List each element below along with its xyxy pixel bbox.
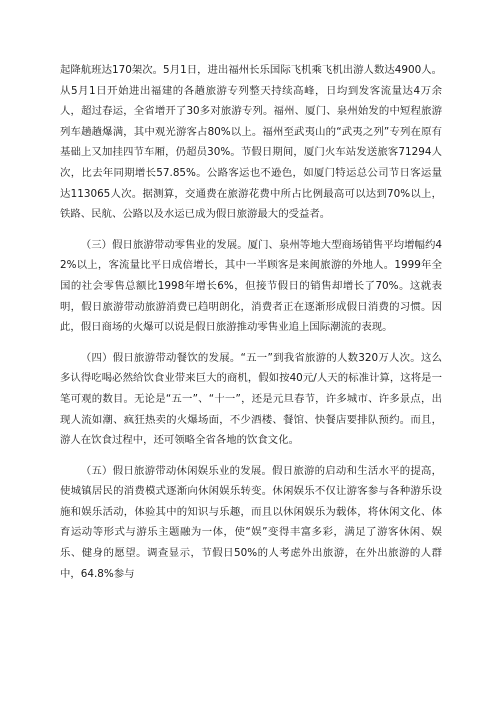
paragraph-retail: （三）假日旅游带动零售业的发展。厦门、泉州等地大型商场销售平均增幅约42%以上，客流量比平日成倍增长，其中一半顾客是来闽旅游的外地人。1999年全国的社会零售总额比1998年增长6%，但接节假日的销售却增长了70%。这就表明，假日旅游带动旅游消费已趋明朗化，消费者正在逐渐形成假日消费的习惯。因此，假日商场的火爆可以说是假日旅游推动零售业追上国际潮流的表现。 (60, 238, 442, 334)
document-page (60, 60, 442, 594)
paragraph-catering: （四）假日旅游带动餐饮的发展。“五一”到我省旅游的人数320万人次。这么多认得吃喝必然给饮食业带来巨大的商机，假如按40元/人天的标准计算，这将是一笔可观的数目。无论是“五一”、“十一”，还是元旦春节，许多城市、许多景点，出现人流如潮、疯狂热卖的火爆场面，不少酒楼、餐馆、快餐店要排队预约。而且，游人在饮食过程中，还可领略全省各地的饮食文化。 (60, 351, 442, 447)
paragraph-leisure: （五）假日旅游带动休闲娱乐业的发展。假日旅游的启动和生活水平的提高，使城镇居民的消费模式逐渐向休闲娱乐转变。休闲娱乐不仅让游客参与各种游乐设施和娱乐活动，体验其中的知识与乐趣，而且以休闲娱乐为载体，将休闲文化、体育运动等形式与游乐主题融为一体，使“娱”变得丰富多彩，满足了游客休闲、娱乐、健身的愿望。调查显示，节假日50%的人考虑外出旅游，在外出旅游的人群中，64.8%参与 (60, 464, 442, 580)
paragraph-transport: 起降航班达170架次。5月1日，进出福州长乐国际飞机乘飞机出游人数达4900人。从5月1日开始进出福建的各趟旅游专列整天持续高峰，日均到发客流量达4万余人，超过春运，全省增开了30多对旅游专列。福州、厦门、泉州始发的中短程旅游列车趟趟爆满，其中观光游客占80%以上。福州至武夷山的“武夷之列”专列在原有基础上又加挂四节车厢，仍超员30%。节假日期间，厦门火车站发送旅客71294人次，比去年同期增长57.85%。公路客运也不逊色，如厦门特运总公司节日客运量达113065人次。据测算，交通费在旅游花费中所占比例最高可以达到70%以上，铁路、民航、公路以及水运已成为假日旅游最大的受益者。 (60, 64, 442, 221)
